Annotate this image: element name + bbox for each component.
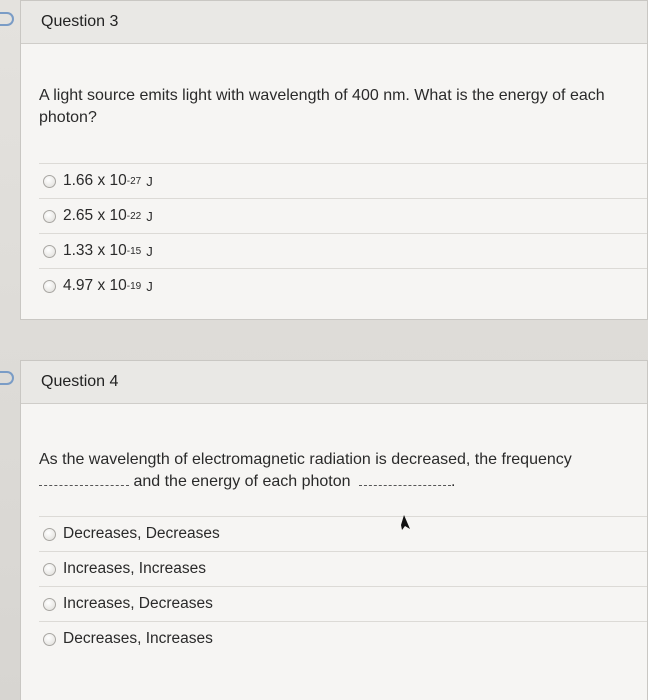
- answer-mantissa: 1.33 x 10: [63, 242, 127, 259]
- radio-button[interactable]: [43, 598, 56, 611]
- answer-option[interactable]: [39, 621, 647, 656]
- answer-mantissa: 2.65 x 10: [63, 207, 127, 224]
- question-4-text: [39, 449, 641, 493]
- answer-option[interactable]: [39, 586, 647, 621]
- answer-label: Increases, Decreases: [63, 595, 213, 612]
- flag-question-icon[interactable]: [0, 12, 14, 26]
- answer-option[interactable]: [39, 198, 647, 233]
- radio-button[interactable]: [43, 210, 56, 223]
- answer-unit: J: [146, 278, 153, 294]
- question-4-header: [21, 361, 647, 404]
- question-4-title: Question 4: [41, 373, 119, 390]
- mouse-cursor-icon: [398, 515, 412, 531]
- question-4-text-line2: [39, 471, 641, 493]
- question-3-title: Question 3: [41, 13, 119, 30]
- answer-exponent: -22: [126, 210, 142, 222]
- question-4-card: [20, 360, 648, 700]
- answer-label: Decreases, Decreases: [63, 525, 220, 542]
- answer-exponent: -27: [126, 175, 142, 187]
- answer-mantissa: 1.66 x 10: [63, 172, 127, 189]
- question-3-header: [21, 1, 647, 44]
- question-3-card: [20, 0, 648, 320]
- answer-unit: J: [146, 173, 153, 189]
- answer-mantissa: 4.97 x 10: [63, 277, 127, 294]
- question-4-answers: [39, 516, 647, 656]
- fill-blank-2: [359, 473, 451, 486]
- radio-button[interactable]: [43, 245, 56, 258]
- answer-option[interactable]: [39, 268, 647, 303]
- question-4-text-end: .: [450, 473, 456, 490]
- answer-label: Increases, Increases: [63, 560, 207, 577]
- answer-option[interactable]: [39, 516, 647, 551]
- question-3-answers: [39, 163, 647, 303]
- radio-button[interactable]: [43, 280, 56, 293]
- answer-option[interactable]: [39, 551, 647, 586]
- radio-button[interactable]: [43, 563, 56, 576]
- radio-button[interactable]: [43, 528, 56, 541]
- radio-button[interactable]: [43, 633, 56, 646]
- answer-option[interactable]: [39, 233, 647, 268]
- answer-exponent: -15: [126, 245, 142, 257]
- answer-option[interactable]: [39, 163, 647, 198]
- answer-label: Decreases, Increases: [63, 630, 213, 647]
- answer-unit: J: [146, 243, 153, 259]
- question-4-text-line1: As the wavelength of electromagnetic radiation is decreased, the frequency: [39, 451, 572, 468]
- fill-blank-1: [39, 473, 129, 486]
- radio-button[interactable]: [43, 175, 56, 188]
- answer-exponent: -19: [126, 280, 142, 292]
- question-4-text-middle: and the energy of each photon: [133, 473, 351, 490]
- flag-question-icon[interactable]: [0, 371, 14, 385]
- question-3-text: A light source emits light with wavelength of 400 nm. What is the energy of each photon?: [39, 87, 605, 126]
- answer-unit: J: [146, 208, 153, 224]
